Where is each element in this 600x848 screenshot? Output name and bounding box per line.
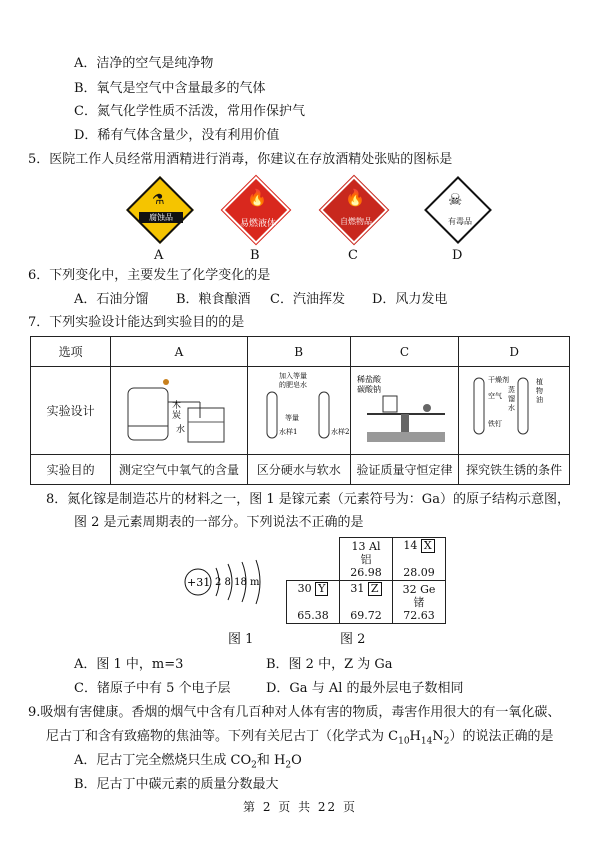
flame-symbol-c: 🔥: [345, 188, 365, 207]
fig-d-text-7: 植: [536, 378, 544, 386]
experiment-table: [30, 336, 570, 485]
icon-c-text: 自燃物品: [340, 217, 372, 226]
atom-nucleus: +31: [187, 576, 211, 589]
fig-d-text-9: 油: [536, 396, 544, 404]
fig-d-text-5: 水: [508, 404, 516, 412]
fig-d-text-4: 馏: [508, 395, 516, 403]
q6-option-d: D．风力发电: [372, 292, 448, 307]
flame-icon: [222, 176, 290, 244]
q9-stem-1: 9.吸烟有害健康。香烟的烟气中含有几百种对人体有害的物质，毒害作用很大的有一氧化碳、: [28, 705, 561, 720]
figure-a: [111, 367, 248, 455]
table-header-b: B: [247, 337, 350, 367]
fig-d-text-3: 蒸: [508, 386, 516, 394]
fig-b-text-5: 水样2: [330, 428, 349, 436]
purpose-d: 探究铁生锈的条件: [459, 455, 570, 485]
hazard-icons: [0, 178, 600, 238]
q6-option-b: B．粮食酿酒: [176, 292, 251, 307]
icon-a-text: 腐蚀品: [139, 212, 183, 223]
q8-stem-1: 8．氮化镓是制造芯片的材料之一，图 1 是镓元素（元素符号为：Ga）的原子结构示意图，: [46, 492, 570, 507]
q4-option-c: C．氮气化学性质不活泼，常用作保护气: [74, 104, 305, 119]
figure-2-caption: 图 2: [340, 632, 366, 647]
q9-option-b: B．尼古丁中碳元素的质量分数最大: [74, 777, 279, 792]
fig-a-text-3: 水: [175, 425, 185, 435]
figure-c: [350, 367, 459, 455]
q4-option-a: A．洁净的空气是纯净物: [74, 56, 214, 71]
fig-b-text-1: 加入等量: [278, 372, 307, 380]
row-label-design: 实验设计: [31, 367, 111, 455]
row-label-purpose: 实验目的: [31, 455, 111, 485]
skull-symbol: ☠: [448, 190, 463, 209]
q7-stem: 7．下列实验设计能达到实验目的的是: [28, 315, 245, 330]
corrosive-icon: [126, 176, 194, 244]
table-header-c: C: [350, 337, 459, 367]
q6-stem: 6．下列变化中，主要发生了化学变化的是: [28, 268, 271, 283]
fig-b-text-3: 等量: [284, 414, 299, 422]
table-header-d: D: [459, 337, 570, 367]
q5-label-a: A: [154, 248, 164, 263]
q6-option-c: C．汽油挥发: [270, 292, 345, 307]
q5-label-c: C: [348, 248, 358, 263]
flame-icon-c: [320, 176, 388, 244]
atom-structure-diagram: [176, 556, 276, 616]
q8-option-c: C．锗原子中有 5 个电子层: [74, 681, 231, 696]
cell-ge: 32 Ge 锗 72.63: [393, 581, 446, 624]
cell-y: 30 Y 65.38: [287, 581, 340, 624]
q8-option-d: D．Ga 与 Al 的最外层电子数相同: [266, 681, 464, 696]
fig-b-text-4: 水样1: [278, 428, 298, 436]
purpose-a: 测定空气中氧气的含量: [111, 455, 248, 485]
icon-b-text: 易燃液体: [239, 219, 276, 229]
fig-a-text-1: 木: [171, 401, 181, 411]
corrosive-symbol: ⚗: [152, 192, 165, 208]
q8-option-a: A．图 1 中，m=3: [74, 657, 184, 672]
q8-stem-2: 图 2 是元素周期表的一部分。下列说法不正确的是: [74, 515, 364, 530]
table-header-option: 选项: [31, 337, 111, 367]
fig-c-text-2: 碳酸钠: [356, 385, 381, 394]
purpose-c: 验证质量守恒定律: [350, 455, 459, 485]
q5-label-d: D: [452, 248, 463, 263]
q4-option-b: B．氧气是空气中含量最多的气体: [74, 81, 266, 96]
purpose-b: 区分硬水与软水: [247, 455, 350, 485]
fig-d-text-8: 物: [536, 387, 544, 395]
skull-icon: [424, 176, 492, 244]
periodic-table-fragment: [286, 537, 446, 624]
figure-d: [459, 367, 570, 455]
fig-d-text-6: 铁钉: [488, 420, 503, 428]
atom-shells: 2 8 18 m: [215, 577, 260, 588]
q5-label-b: B: [250, 248, 260, 263]
q6-option-a: A．石油分馏: [74, 292, 149, 307]
flame-symbol-b: 🔥: [247, 188, 267, 207]
q8-option-b: B．图 2 中，Z 为 Ga: [266, 657, 393, 672]
figure-b: [247, 367, 350, 455]
q4-option-d: D．稀有气体含量少，没有利用价值: [74, 128, 280, 143]
page-footer: 第 2 页 共 22 页: [243, 800, 357, 814]
fig-b-text-2: 的肥皂水: [278, 381, 307, 389]
q9-stem-2: 尼古丁和含有致癌物的焦油等。下列有关尼古丁（化学式为 $C_{10}H_{14}N_2$）的说法正确的是: [46, 729, 554, 747]
cell-al: 13 Al 铝 26.98: [340, 538, 393, 581]
fig-d-text-1: 干燥剂: [488, 376, 510, 384]
fig-a-text-2: 炭: [171, 411, 181, 421]
q9-option-a: A．尼古丁完全燃烧只生成 $CO_2$和 $H_2O$: [74, 753, 302, 771]
q5-stem: 5．医院工作人员经常用酒精进行消毒，你建议在存放酒精处张贴的图标是: [28, 152, 453, 167]
fig-c-text-1: 稀盐酸: [356, 375, 381, 384]
table-header-a: A: [111, 337, 248, 367]
cell-z: 31 Z 69.72: [340, 581, 393, 624]
icon-d-text: 有毒品: [448, 217, 472, 226]
cell-x: 14 X 28.09: [393, 538, 446, 581]
fig-d-text-2: 空气: [488, 392, 503, 400]
figure-1-caption: 图 1: [228, 632, 254, 647]
